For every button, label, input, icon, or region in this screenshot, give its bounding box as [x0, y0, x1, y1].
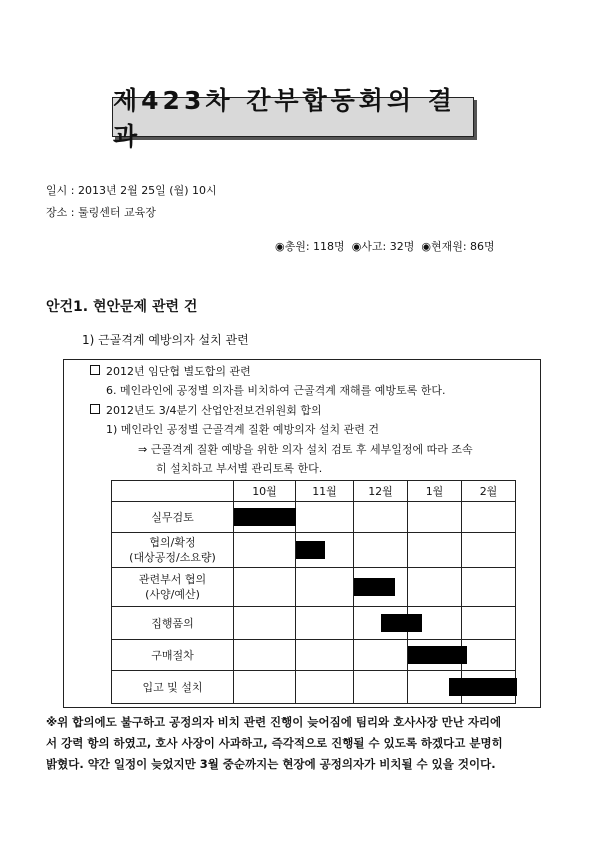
- month-cell: [234, 533, 296, 568]
- item2-arrow-line2: 히 설치하고 부서별 관리토록 한다.: [156, 462, 323, 475]
- task-name-line: 집행품의: [151, 616, 194, 630]
- agenda-subtitle: 1) 근골격계 예방의자 설치 관련: [82, 333, 249, 347]
- month-cell: [296, 568, 354, 607]
- task-name-line: (대상공정/소요량): [129, 551, 216, 564]
- task-name: [112, 640, 234, 671]
- count-accident: ◉사고: 32명: [351, 240, 415, 253]
- schedule-bar: [234, 508, 296, 526]
- content-box: [63, 359, 541, 708]
- item2-arrow-line1: ⇒ 근골격계 질환 예방을 위한 의자 설치 검토 후 세부일정에 따라 조속: [138, 443, 473, 456]
- month-cell: [408, 568, 462, 607]
- note-line: ※위 합의에도 불구하고 공정의자 비치 관련 진행이 늦어짐에 팀리와 호사사장 만난 자리에: [46, 715, 502, 729]
- item1-row: [90, 363, 251, 379]
- square-bullet-icon: [90, 365, 100, 375]
- month-cell: [354, 533, 408, 568]
- month-cell: [408, 640, 462, 671]
- month-cell: [354, 502, 408, 533]
- table-row: [112, 671, 516, 704]
- item2-sub: 1) 메인라인 공정별 근골격계 질환 예방의자 설치 관련 건: [106, 423, 380, 436]
- month-cell: [296, 502, 354, 533]
- month-cell: [462, 533, 516, 568]
- table-row: [112, 640, 516, 671]
- month-cell: [354, 640, 408, 671]
- month-header: 12월: [354, 481, 408, 502]
- month-cell: [462, 640, 516, 671]
- meeting-date: 일시 : 2013년 2월 25일 (월) 10시: [46, 184, 217, 197]
- schedule-bar: [296, 541, 325, 559]
- month-cell: [234, 502, 296, 533]
- table-row: [112, 568, 516, 607]
- schedule-bar: [449, 678, 517, 696]
- month-header: 1월: [408, 481, 462, 502]
- agenda-title: 안건1. 현안문제 관련 건: [46, 299, 198, 315]
- schedule-bar: [381, 614, 422, 632]
- month-header: 11월: [296, 481, 354, 502]
- table-header-row: [112, 481, 516, 502]
- month-header: 10월: [234, 481, 296, 502]
- month-cell: [462, 607, 516, 640]
- count-present: ◉현재원: 86명: [421, 240, 495, 253]
- schedule-table: [111, 480, 516, 704]
- task-name: [112, 533, 234, 568]
- schedule-bar: [354, 578, 395, 596]
- month-cell: [408, 502, 462, 533]
- month-cell: [462, 568, 516, 607]
- table-row: [112, 533, 516, 568]
- task-name: [112, 671, 234, 704]
- month-cell: [354, 671, 408, 704]
- month-cell: [234, 671, 296, 704]
- count-total: ◉총원: 118명: [275, 240, 345, 253]
- table-corner: [112, 481, 234, 502]
- note-line: 밝혔다. 약간 일정이 늦었지만 3월 중순까지는 현장에 공정의자가 비치될 수 있을 것이다.: [46, 757, 496, 771]
- task-name-line: 입고 및 설치: [142, 680, 203, 694]
- month-cell: [408, 533, 462, 568]
- note-paragraph: [46, 712, 556, 775]
- task-name-line: 협의/확정: [149, 536, 196, 549]
- item1-detail: 6. 메인라인에 공정별 의자를 비치하여 근골격계 재해를 예방토록 한다.: [106, 384, 446, 397]
- month-cell: [408, 671, 462, 704]
- month-cell: [234, 607, 296, 640]
- task-name-line: (사양/예산): [145, 588, 200, 601]
- month-cell: [296, 607, 354, 640]
- item2-row: [90, 402, 322, 418]
- month-cell: [296, 533, 354, 568]
- task-name-line: 구매절차: [151, 648, 194, 662]
- square-bullet-icon: [90, 404, 100, 414]
- month-cell: [296, 671, 354, 704]
- schedule-bar: [408, 646, 467, 664]
- task-name: [112, 502, 234, 533]
- table-row: [112, 502, 516, 533]
- item1-head: 2012년 임단협 별도합의 관련: [106, 365, 251, 378]
- item2-head: 2012년도 3/4분기 산업안전보건위원회 합의: [106, 404, 322, 417]
- meeting-place: 장소 : 툴링센터 교육장: [46, 206, 156, 219]
- month-cell: [354, 568, 408, 607]
- month-cell: [354, 607, 408, 640]
- month-cell: [462, 502, 516, 533]
- month-cell: [234, 640, 296, 671]
- table-row: [112, 607, 516, 640]
- month-header: 2월: [462, 481, 516, 502]
- task-name-line: 관련부서 협의: [138, 573, 207, 586]
- task-name: [112, 568, 234, 607]
- month-cell: [234, 568, 296, 607]
- task-name-line: 실무검토: [151, 510, 194, 524]
- document-title: 제423차 간부합동회의 결과: [112, 97, 474, 137]
- attendance-counts: [275, 238, 495, 254]
- month-cell: [296, 640, 354, 671]
- task-name: [112, 607, 234, 640]
- note-line: 서 강력 항의 하였고, 호사 사장이 사과하고, 즉각적으로 진행될 수 있도록 하겠다고 분명히: [46, 736, 503, 750]
